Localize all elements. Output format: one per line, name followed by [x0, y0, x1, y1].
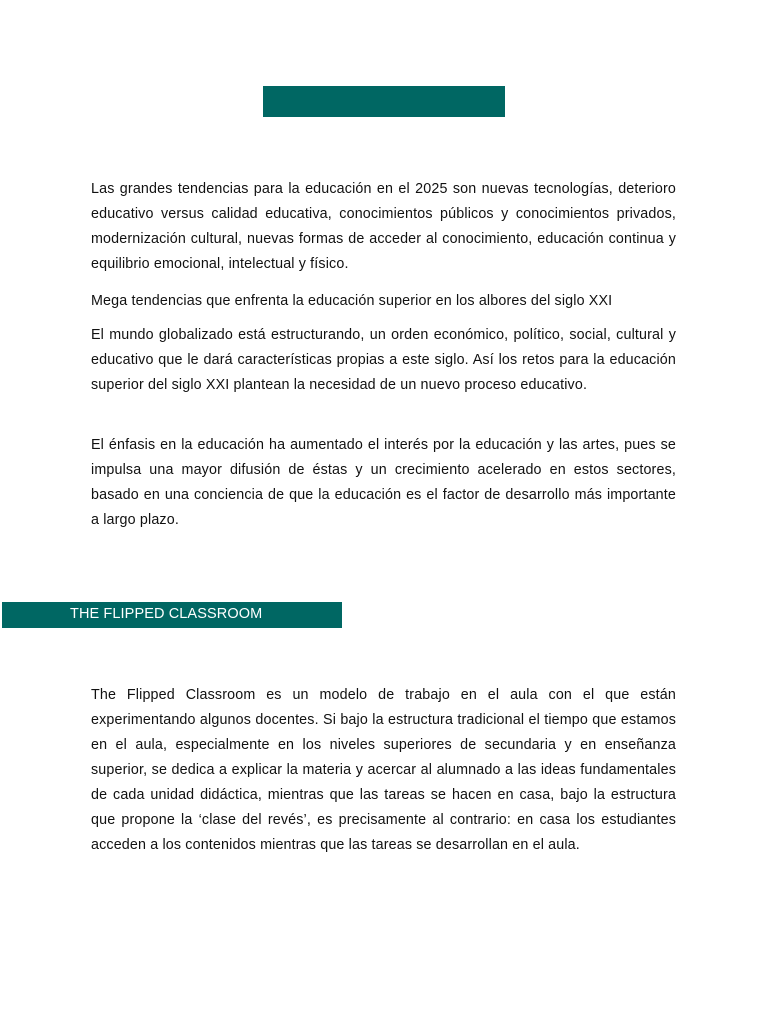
- header-title-bar: [263, 86, 505, 117]
- section-heading-bar: [2, 602, 342, 628]
- mundo-paragraph: [91, 323, 676, 398]
- intro-paragraph: [91, 177, 676, 277]
- flipped-text: The Flipped Classroom es un modelo de trabajo en el aula con el que están experimentando algunos docentes. Si bajo la estructura tradicional el tiempo que estamos en el aula, especialmente en los niveles superiores de secundaria y en enseñanza superior, se dedica a explicar la materia y acercar al alumnado a las ideas fundamentales de cada unidad didáctica, mientras que las tareas se hacen en casa, bajo la estructura que propone la ‘clase del revés’, es precisamente al contrario: en casa los estudiantes acceden a los contenidos mientras que las tareas se desarrollan en el aula.: [91, 687, 676, 853]
- intro-text: Las grandes tendencias para la educación en el 2025 son nuevas tecnologías, deterioro educativo versus calidad educativa, conocimientos públicos y conocimientos privados, modernización cultural, nuevas formas de acceder al conocimiento, educación continua y equilibrio emocional, intelectual y físico.: [91, 181, 676, 272]
- mundo-text: El mundo globalizado está estructurando, un orden económico, político, social, cultural y educativo que le dará características propias a este siglo. Así los retos para la educación superior del siglo XXI plantean la necesidad de un nuevo proceso educativo.: [91, 327, 676, 393]
- flipped-classroom-paragraph: [91, 683, 676, 858]
- mega-tendencias-paragraph: [91, 289, 676, 314]
- enfasis-paragraph: [91, 433, 676, 533]
- section-heading: THE FLIPPED CLASSROOM: [70, 606, 263, 622]
- mega-text: Mega tendencias que enfrenta la educación superior en los albores del siglo XXI: [91, 293, 613, 309]
- enfasis-text: El énfasis en la educación ha aumentado el interés por la educación y las artes, pues se impulsa una mayor difusión de éstas y un crecimiento acelerado en estos sectores, basado en una conciencia de que la educación es el factor de desarrollo más importante a largo plazo.: [91, 437, 676, 528]
